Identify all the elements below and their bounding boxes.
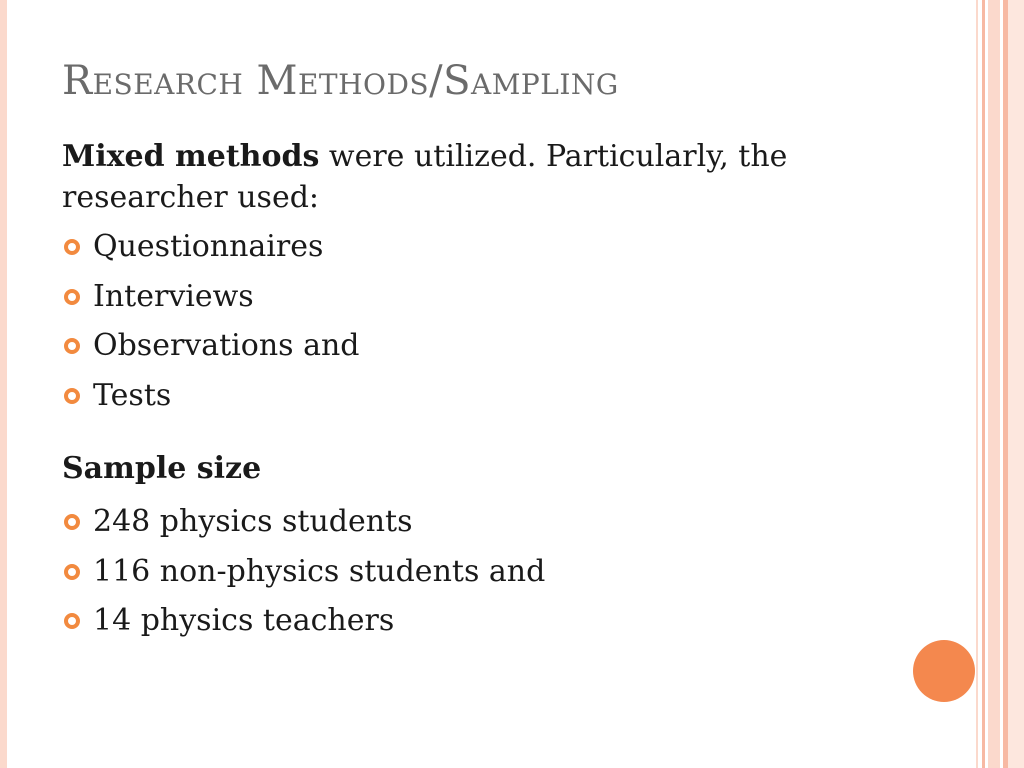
right-decorative-stripes bbox=[976, 0, 1024, 768]
list-item bbox=[62, 371, 360, 421]
bullet-ring-icon bbox=[64, 239, 80, 255]
list-item bbox=[62, 272, 360, 322]
slide-title: Research Methods/Sampling bbox=[62, 58, 619, 104]
list-item-text: Observations and bbox=[93, 328, 360, 363]
list-item bbox=[62, 321, 360, 371]
list-item-text: Questionnaires bbox=[93, 229, 324, 264]
left-decorative-bar bbox=[0, 0, 7, 768]
list-item-text: Interviews bbox=[93, 278, 254, 314]
list-item-text: 116 non-physics students and bbox=[93, 553, 546, 589]
list-item bbox=[62, 497, 545, 547]
bullet-ring-icon bbox=[64, 514, 80, 530]
bullet-ring-icon bbox=[64, 338, 80, 354]
list-item bbox=[62, 547, 545, 597]
list-item-text: Tests bbox=[93, 377, 172, 413]
list-item-text: 14 physics teachers bbox=[93, 603, 395, 638]
bullet-ring-icon bbox=[64, 564, 80, 580]
list-item bbox=[62, 596, 545, 646]
decorative-orange-circle bbox=[913, 640, 975, 702]
list-item bbox=[62, 222, 360, 272]
intro-paragraph bbox=[62, 136, 862, 218]
intro-bold-text: Mixed methods bbox=[62, 139, 320, 174]
sample-size-heading: Sample size bbox=[62, 451, 262, 486]
intro-text: were utilized. Particularly, the researcher used: bbox=[62, 139, 788, 215]
list-item-text: 248 physics students bbox=[93, 504, 413, 539]
bullet-ring-icon bbox=[64, 388, 80, 404]
bullet-ring-icon bbox=[64, 613, 80, 629]
methods-list bbox=[62, 222, 360, 420]
bullet-ring-icon bbox=[64, 289, 80, 305]
sample-list bbox=[62, 497, 545, 646]
